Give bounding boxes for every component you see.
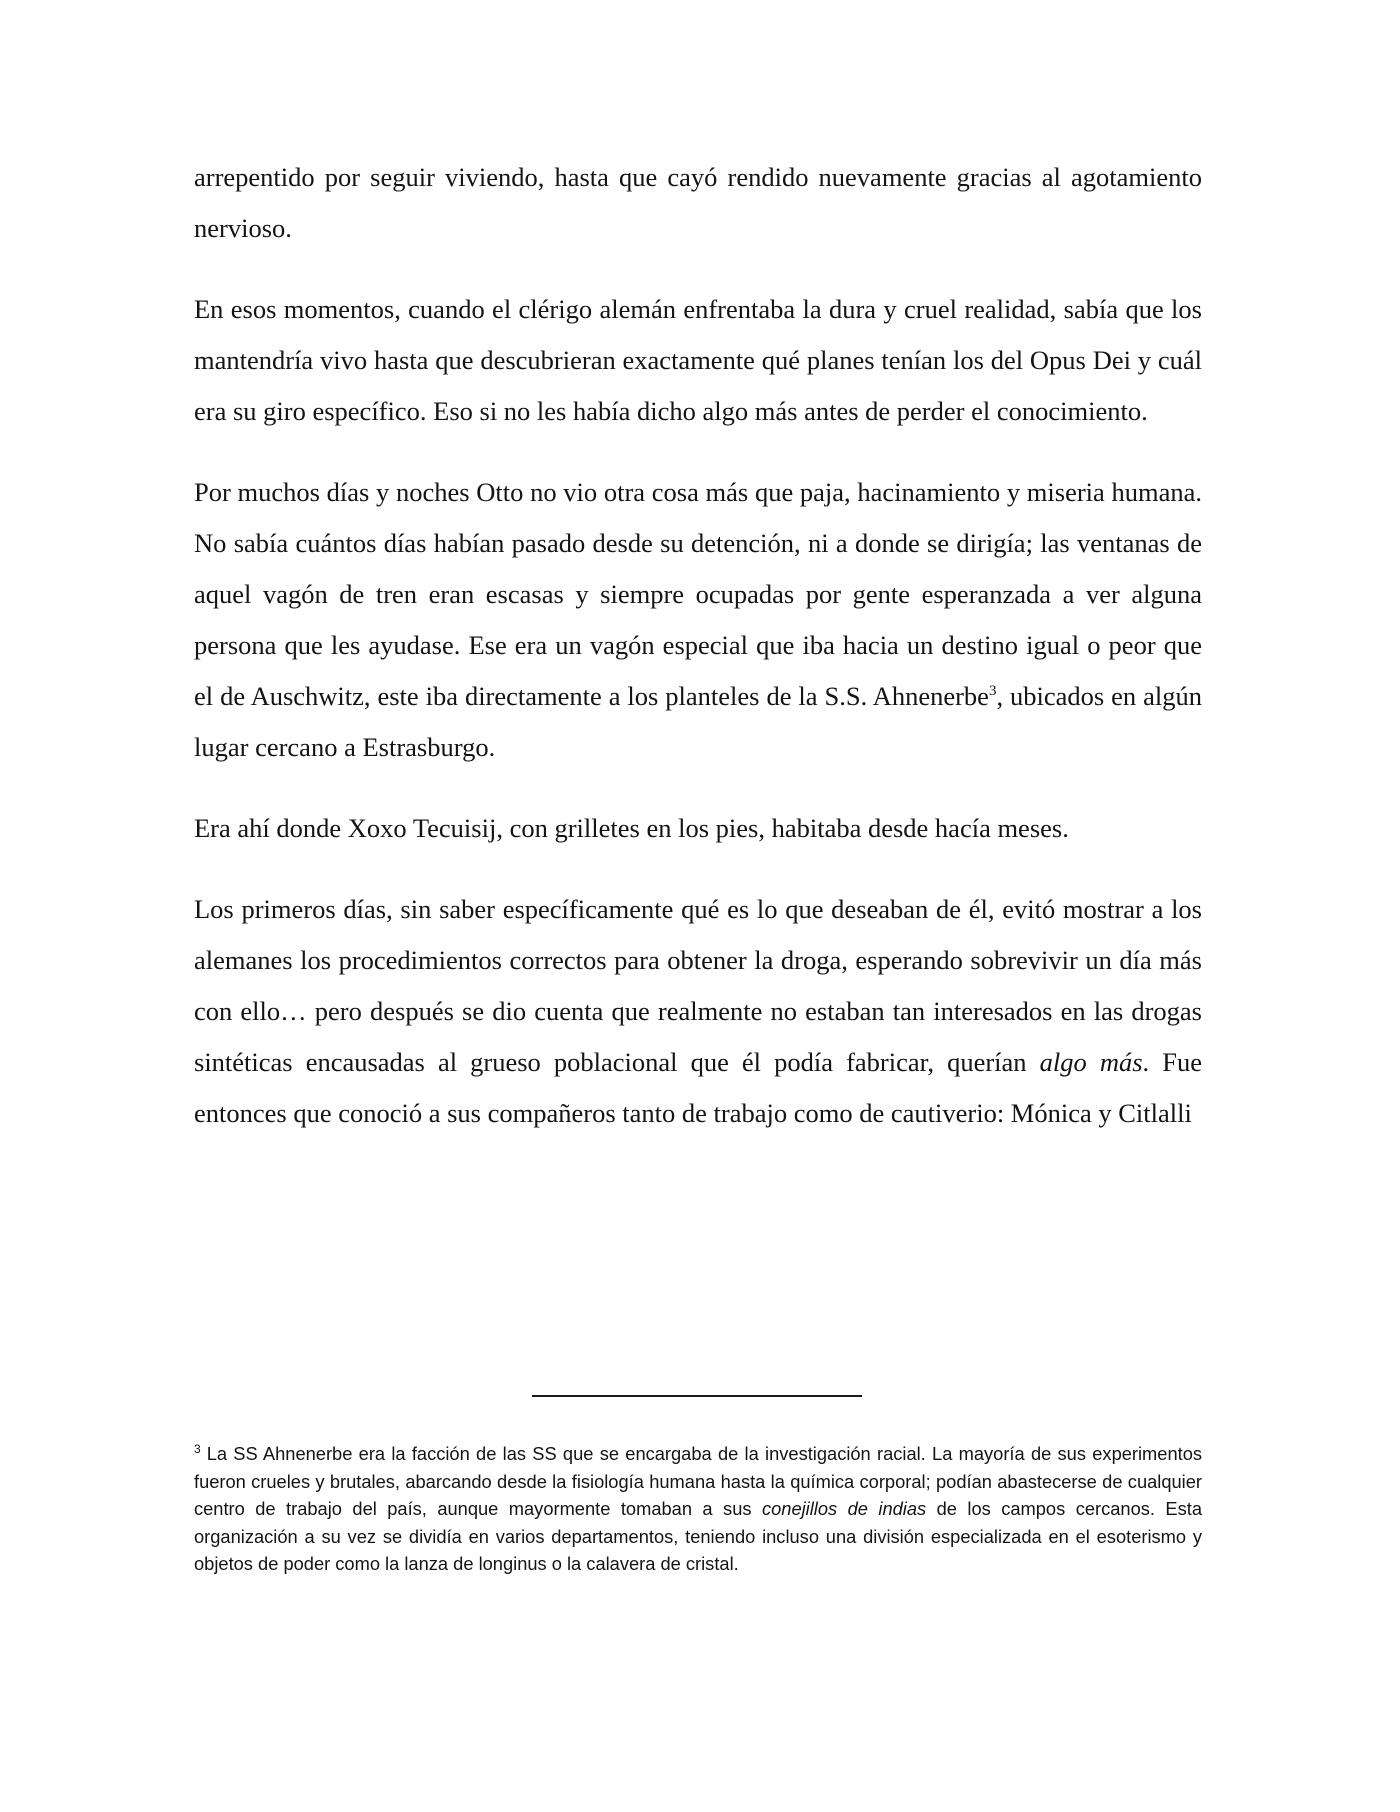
paragraph-1: arrepentido por seguir viviendo, hasta que cayó rendido nuevamente gracias al agotamiento nervioso. <box>194 162 1202 243</box>
emphasis-text: algo más <box>1039 1047 1143 1077</box>
paragraph-2: En esos momentos, cuando el clérigo alemán enfrentaba la dura y cruel realidad, sabía que los mantendría vivo hasta que descubrieran exactamente qué planes tenían los del Opus Dei y cuál era su giro específico. Eso si no les había dicho algo más antes de perder el conocimiento. <box>194 294 1202 426</box>
footnote-reference[interactable]: 3 <box>988 683 997 700</box>
paragraph-5-text-end: . Fue entonces que conoció a sus compañeros tanto de trabajo como de cautiverio: Mónica y Citlalli <box>194 1047 1202 1128</box>
footnote-mark: 3 <box>194 1441 201 1456</box>
paragraph-3-text: Por muchos días y noches Otto no vio otra cosa más que paja, hacinamiento y miseria humana. No sabía cuántos días habían pasado desde su detención, ni a donde se dirigía; las ventanas de aquel vagón de tren eran escasas y siempre ocupadas por gente esperanzada a ver alguna persona que les ayudase. Ese era un vagón especial que iba hacia un destino igual o peor que el de Auschwitz, este iba directamente a los planteles de la S.S. Ahnenerbe <box>194 477 1202 711</box>
footnote <box>194 1440 1202 1578</box>
paragraph-3-text-end: , ubicados en algún lugar cercano a Estrasburgo. <box>194 681 1202 762</box>
paragraph-5 <box>194 884 1202 1139</box>
footnote-separator <box>532 1395 862 1397</box>
footnote-text-end: de los campos cercanos. Esta organización a su vez se dividía en varios departamentos, teniendo incluso una división especializada en el esoterismo y objetos de poder como la lanza de longinus o la calavera de cristal. <box>194 1498 1202 1574</box>
footnote-text: La SS Ahnenerbe era la facción de las SS que se encargaba de la investigación racial. La mayoría de sus experimentos fueron crueles y brutales, abarcando desde la fisiología humana hasta la química corporal; podían abastecerse de cualquier centro de trabajo del país, aunque mayormente tomaban a sus <box>194 1443 1202 1519</box>
paragraph-5-text: Los primeros días, sin saber específicamente qué es lo que deseaban de él, evitó mostrar a los alemanes los procedimientos correctos para obtener la droga, esperando sobrevivir un día más con ello… pero después se dio cuenta que realmente no estaban tan interesados en las drogas sintéticas encausadas al grueso poblacional que él podía fabricar, querían <box>194 894 1202 1077</box>
paragraph-3 <box>194 467 1202 773</box>
footnote-emphasis: conejillos de indias <box>761 1498 927 1519</box>
document-page <box>194 0 1202 1812</box>
paragraph-4: Era ahí donde Xoxo Tecuisij, con grilletes en los pies, habitaba desde hacía meses. <box>194 813 1069 843</box>
body-text <box>194 152 1202 1139</box>
